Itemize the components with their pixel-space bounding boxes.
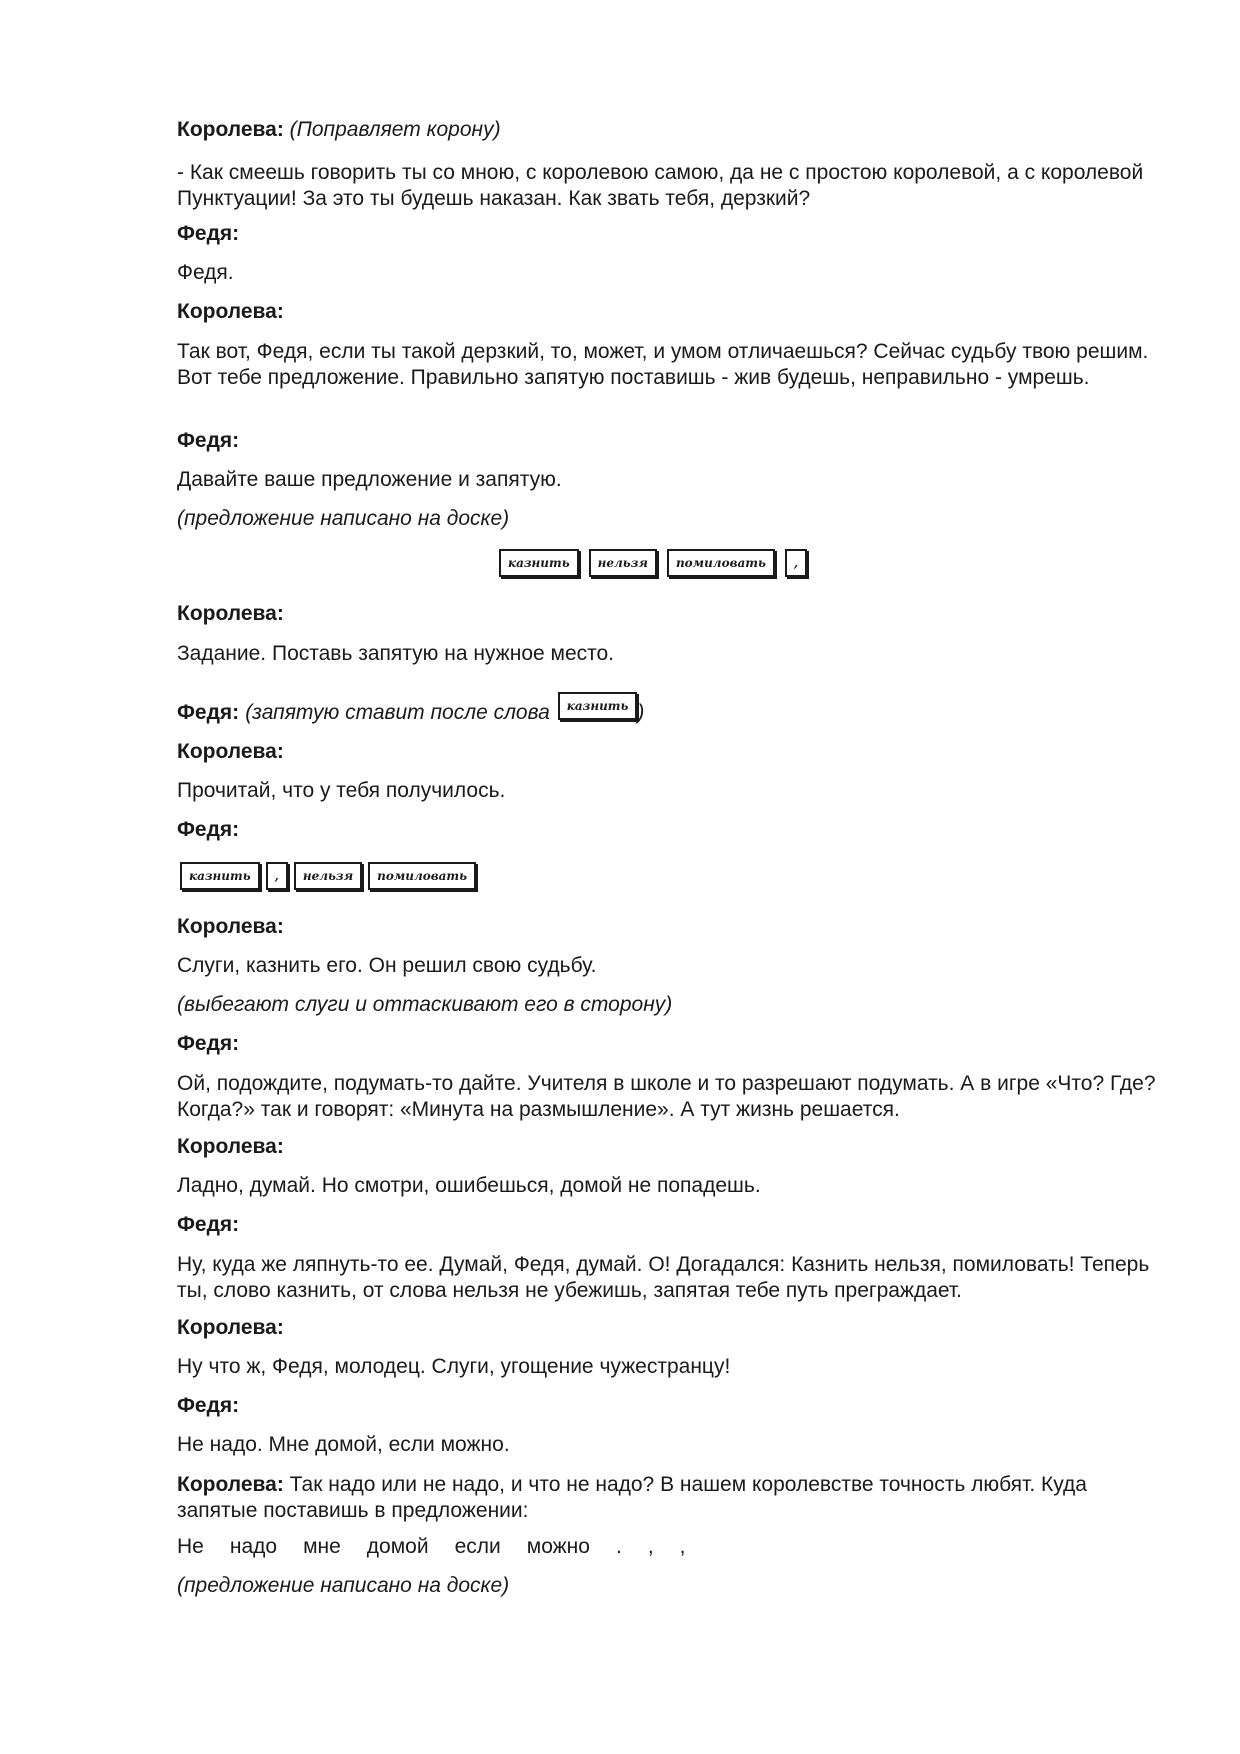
speaker-label: Королева: bbox=[177, 1473, 284, 1496]
fedya-speech-4: Ну, куда же ляпнуть-то ее. Думай, Федя, думай. О! Догадался: Казнить нельзя, помиловать! Теперь ты, слово казнить, от слова нельзя не убежишь, запятая тебе путь преграждает. bbox=[177, 1253, 1150, 1302]
stage-direction: (Поправляет корону) bbox=[289, 118, 501, 141]
speaker-label: Федя: bbox=[177, 429, 240, 452]
fedya-speech-1: Федя. bbox=[177, 261, 234, 284]
board-sentence-cards bbox=[499, 549, 807, 577]
speaker-label: Королева: bbox=[177, 1135, 284, 1158]
queen-speech-7: Ну что ж, Федя, молодец. Слуги, угощение чужестранцу! bbox=[177, 1355, 731, 1378]
stage-direction: (выбегают слуги и оттаскивают его в сторону) bbox=[177, 993, 673, 1016]
sentence-word: домой bbox=[366, 1535, 429, 1558]
word-card: помиловать bbox=[667, 549, 775, 577]
speaker-label: Федя: bbox=[177, 222, 240, 245]
word-card: нельзя bbox=[294, 862, 362, 890]
stage-direction: (предложение написано на доске) bbox=[177, 507, 510, 530]
speaker-label: Федя: bbox=[177, 1394, 240, 1417]
line-queen-1 bbox=[177, 117, 1162, 143]
speaker-label: Королева: bbox=[177, 118, 284, 141]
queen-speech-1: - Как смеешь говорить ты со мною, с королевою самою, да не с простою королевой, а с королевой Пунктуации! За это ты будешь наказан. Как звать тебя, дерзкий? bbox=[177, 161, 1144, 210]
sentence-word: надо bbox=[229, 1535, 278, 1558]
fedya-speech-3: Ой, подождите, подумать-то дайте. Учителя в школе и то разрешают подумать. А в игре «Что? Где? Когда?» так и говорят: «Минута на размышление». А тут жизнь решается. bbox=[177, 1072, 1156, 1121]
stage-direction: (запятую ставит после слова bbox=[245, 701, 550, 724]
fedya-answer-cards bbox=[180, 862, 476, 890]
sentence-mark: , bbox=[647, 1535, 654, 1558]
speaker-label: Федя: bbox=[177, 1213, 240, 1236]
queen-speech-2: Так вот, Федя, если ты такой дерзкий, то, может, и умом отличаешься? Сейчас судьбу твою решим. Вот тебе предложение. Правильно запятую поставишь - жив будешь, неправильно - умрешь. bbox=[177, 340, 1149, 389]
stage-direction: (предложение написано на доске) bbox=[177, 1574, 510, 1597]
speaker-label: Королева: bbox=[177, 915, 284, 938]
sentence-word: если bbox=[454, 1535, 501, 1558]
queen-speech-3: Задание. Поставь запятую на нужное место. bbox=[177, 642, 615, 665]
speaker-label: Федя: bbox=[177, 1032, 240, 1055]
sentence-word: можно bbox=[526, 1535, 590, 1558]
line-queen-final bbox=[177, 1472, 1162, 1524]
word-card: помиловать bbox=[368, 862, 476, 890]
fedya-speech-5: Не надо. Мне домой, если можно. bbox=[177, 1433, 510, 1456]
sentence-mark: . bbox=[615, 1535, 622, 1558]
sentence-mark: , bbox=[679, 1535, 686, 1558]
board-sentence-words bbox=[177, 1534, 1162, 1560]
comma-card: , bbox=[785, 549, 807, 577]
speaker-label: Федя: bbox=[177, 701, 240, 724]
speaker-label: Федя: bbox=[177, 818, 240, 841]
word-card: казнить bbox=[558, 692, 638, 720]
speaker-label: Королева: bbox=[177, 300, 284, 323]
line-fedya-action bbox=[177, 686, 1162, 726]
queen-speech-4: Прочитай, что у тебя получилось. bbox=[177, 779, 506, 802]
word-card: казнить bbox=[499, 549, 579, 577]
fedya-speech-2: Давайте ваше предложение и запятую. bbox=[177, 468, 562, 491]
queen-speech-8: Так надо или не надо, и что не надо? В нашем королевстве точность любят. Куда запятые поставишь в предложении: bbox=[177, 1473, 1087, 1522]
queen-speech-5: Слуги, казнить его. Он решил свою судьбу. bbox=[177, 954, 597, 977]
speaker-label: Королева: bbox=[177, 602, 284, 625]
queen-speech-6: Ладно, думай. Но смотри, ошибешься, домой не попадешь. bbox=[177, 1174, 761, 1197]
speaker-label: Королева: bbox=[177, 1316, 284, 1339]
word-card: нельзя bbox=[589, 549, 657, 577]
sentence-word: мне bbox=[303, 1535, 341, 1558]
sentence-word: Не bbox=[177, 1535, 204, 1558]
word-card: казнить bbox=[180, 862, 260, 890]
speaker-label: Королева: bbox=[177, 740, 284, 763]
comma-card: , bbox=[266, 862, 288, 890]
stage-direction-close: ) bbox=[637, 701, 645, 724]
